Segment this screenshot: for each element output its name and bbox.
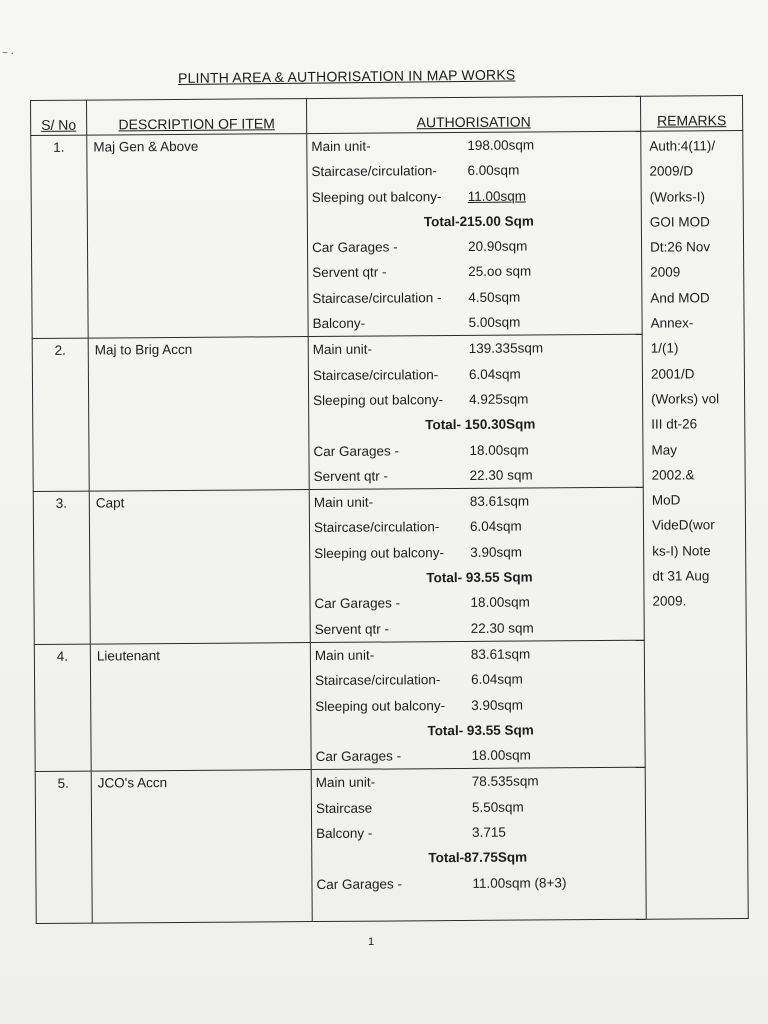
authorisation-item	[308, 182, 641, 210]
item-value: 11.00sqm (8+3)	[472, 874, 567, 891]
remarks-line: dt 31 Aug	[652, 568, 710, 584]
item-label: Balcony -	[316, 825, 373, 842]
item-value: 5.00sqm	[468, 314, 521, 331]
item-value: 20.90sqm	[467, 238, 528, 255]
item-label: Staircase/circulation-	[311, 163, 437, 180]
item-label: Main unit-	[314, 647, 375, 663]
item-value: 3.90sqm	[471, 697, 524, 713]
item-label: Car Garages -	[314, 595, 401, 612]
total-value: Total- 93.55 Sqm	[426, 569, 533, 586]
item-label: Staircase	[315, 800, 373, 816]
remarks-line: 2001/D	[650, 366, 695, 382]
item-value: 18.00sqm	[470, 594, 530, 611]
remarks-line: (Works) vol	[651, 391, 720, 407]
remarks-line: Dt:26 Nov	[649, 239, 711, 255]
item-value: 25.oo sqm	[468, 263, 532, 280]
item-label: Sleeping out balcony-	[314, 544, 445, 561]
row-description: JCO's Accn	[91, 770, 312, 923]
table-row	[32, 334, 745, 492]
remarks-line: 2009	[650, 264, 681, 281]
item-value: 18.00sqm	[471, 747, 531, 764]
total-value: Total- 150.30Sqm	[425, 416, 536, 433]
authorisation-item	[310, 538, 643, 566]
item-value: 6.04sqm	[469, 519, 522, 535]
item-value: 139.335sqm	[468, 340, 544, 357]
item-label: Main unit-	[315, 775, 376, 791]
remarks-line: (Works-I)	[649, 188, 705, 205]
remarks-line: MoD	[651, 492, 681, 508]
authorisation-item	[310, 589, 643, 617]
row-authorisation	[308, 335, 643, 490]
authorisation-item	[307, 157, 640, 185]
row-description: Maj Gen & Above	[87, 134, 308, 339]
document-title-text: PLINTH AREA & AUTHORISATION IN MAP WORKS	[178, 66, 516, 86]
authorisation-table	[30, 95, 749, 924]
item-value: 6.04sqm	[468, 366, 521, 382]
authorisation-item	[309, 386, 642, 414]
row-description: Capt	[89, 490, 310, 644]
remarks-line: VideD(wor	[651, 517, 715, 534]
authorisation-item	[308, 309, 641, 337]
item-label: Sleeping out balcony-	[313, 392, 443, 408]
row-description: Lieutenant	[90, 642, 311, 771]
item-value: 5.50sqm	[471, 799, 524, 815]
row-authorisation	[309, 487, 644, 642]
authorisation-item	[312, 768, 645, 796]
remarks-cell	[641, 131, 748, 920]
authorisation-item	[308, 284, 641, 312]
item-label: Servent qtr -	[314, 621, 390, 637]
document-title	[178, 66, 578, 86]
authorisation-item	[311, 614, 644, 642]
authorisation-total	[308, 208, 641, 236]
authorisation-item	[311, 666, 644, 694]
item-value: 83.61sqm	[469, 493, 530, 510]
item-label: Car Garages -	[311, 239, 398, 256]
authorisation-item	[311, 641, 644, 669]
remarks-line: 1/(1)	[650, 340, 679, 357]
table-header-row	[31, 96, 743, 136]
item-label: Car Garages -	[313, 442, 400, 459]
header-authorisation-text: AUTHORISATION	[416, 113, 531, 131]
header-description	[87, 99, 307, 136]
authorisation-total	[310, 564, 643, 592]
page-number: 1	[368, 936, 375, 948]
item-value: 3.715	[472, 824, 506, 840]
total-value: Total-87.75Sqm	[428, 849, 528, 866]
remarks-line: ks-I) Note	[652, 543, 711, 559]
item-value: 6.04sqm	[471, 671, 523, 688]
item-value: 83.61sqm	[470, 646, 531, 662]
remarks-line: Annex-	[650, 315, 694, 331]
item-value: 6.00sqm	[467, 162, 520, 179]
authorisation-item	[310, 513, 643, 541]
item-label: Sleeping out balcony-	[315, 697, 446, 714]
table-row	[31, 131, 744, 339]
remarks-line: 2009/D	[649, 163, 694, 179]
item-value: 78.535sqm	[471, 773, 539, 790]
authorisation-item	[310, 488, 643, 516]
item-value: 22.30 sqm	[470, 620, 534, 636]
remarks-line: 2002.&	[651, 467, 695, 483]
row-authorisation	[310, 640, 645, 770]
authorisation-total	[309, 411, 642, 439]
authorisation-item	[308, 258, 641, 286]
item-value: 18.00sqm	[469, 442, 529, 458]
item-label: Main unit-	[311, 138, 371, 155]
authorisation-item	[309, 335, 642, 363]
authorisation-total	[311, 717, 644, 745]
item-label: Main unit-	[312, 341, 373, 358]
remarks-line: Auth:4(11)/	[649, 138, 716, 154]
table-body	[31, 131, 748, 924]
header-sno-text: S/ No	[41, 116, 77, 133]
item-value: 4.925sqm	[469, 391, 529, 407]
margin-scribble: ~ ·	[2, 48, 14, 59]
authorisation-item	[308, 233, 641, 261]
authorisation-item	[312, 869, 645, 897]
table-row	[34, 639, 747, 771]
row-sno: 5.	[35, 772, 92, 924]
item-value: 11.00sqm	[467, 188, 527, 204]
row-sno: 3.	[33, 491, 90, 644]
remarks-line: GOI MOD	[649, 214, 710, 230]
item-label: Car Garages -	[315, 748, 402, 765]
authorisation-item	[309, 360, 642, 388]
authorisation-item	[312, 793, 645, 821]
remarks-line: III dt-26	[651, 416, 698, 432]
item-label: Staircase/circulation-	[312, 366, 439, 383]
authorisation-table-container	[30, 95, 748, 916]
row-description: Maj to Brig Accn	[88, 337, 309, 491]
authorisation-item	[310, 462, 643, 490]
row-sno: 4.	[34, 644, 91, 772]
item-value: 22.30 sqm	[469, 467, 533, 483]
item-label: Balcony-	[312, 315, 366, 332]
authorisation-item	[311, 691, 644, 719]
item-value: 198.00sqm	[467, 137, 535, 153]
row-authorisation	[307, 131, 642, 337]
item-label: Servent qtr -	[312, 264, 387, 281]
item-label: Staircase/circulation-	[313, 519, 440, 536]
remarks-line: May	[651, 442, 678, 458]
header-sno	[31, 100, 87, 135]
header-remarks	[640, 96, 742, 132]
item-label: Staircase/circulation -	[312, 289, 442, 306]
table-row	[33, 487, 746, 645]
table-row	[35, 767, 748, 923]
header-remarks-text: REMARKS	[656, 112, 727, 129]
total-value: Total-215.00 Sqm	[423, 213, 534, 230]
header-description-text: DESCRIPTION OF ITEM	[118, 115, 275, 133]
authorisation-total	[312, 844, 645, 872]
authorisation-item	[307, 132, 640, 160]
row-sno: 2.	[32, 338, 89, 491]
total-value: Total- 93.55 Sqm	[427, 722, 534, 739]
item-label: Car Garages -	[316, 876, 403, 892]
header-authorisation	[306, 96, 640, 133]
authorisation-item	[312, 742, 645, 770]
item-label: Sleeping out balcony-	[311, 188, 442, 205]
row-sno: 1.	[31, 135, 88, 339]
item-label: Main unit-	[313, 494, 374, 511]
item-value: 3.90sqm	[470, 544, 522, 560]
row-authorisation	[311, 768, 646, 922]
item-label: Servent qtr -	[313, 468, 388, 484]
authorisation-item	[309, 436, 642, 464]
authorisation-item	[312, 819, 645, 847]
remarks-line: 2009.	[652, 593, 687, 610]
remarks-line: And MOD	[650, 290, 710, 306]
item-value: 4.50sqm	[468, 289, 521, 305]
item-label: Staircase/circulation-	[315, 672, 441, 689]
